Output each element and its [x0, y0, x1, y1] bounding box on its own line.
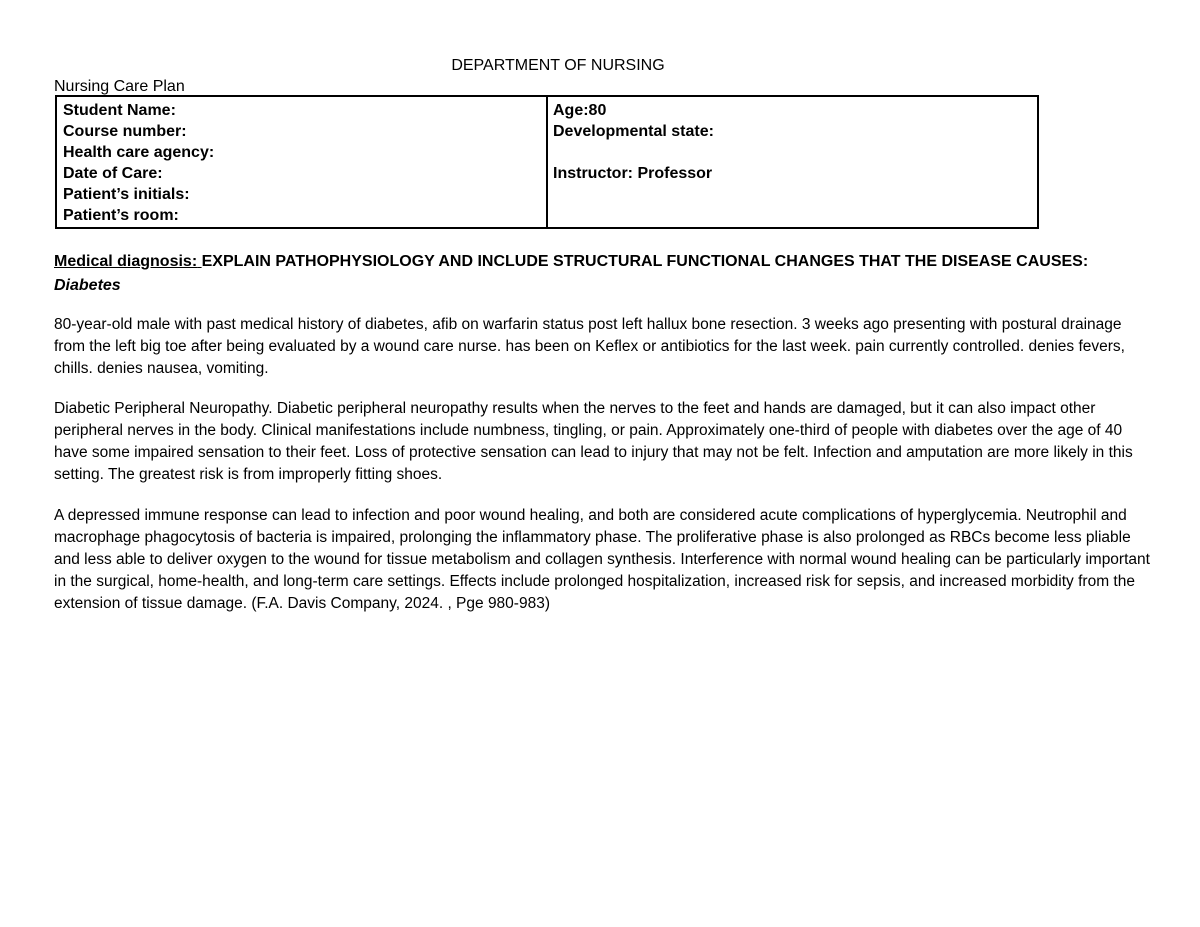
info-column-left — [63, 100, 214, 226]
patient-room-label: Patient’s room: — [63, 207, 179, 224]
age-field: Age:80 — [553, 102, 607, 119]
instructor-field: Instructor: Professor — [553, 165, 713, 182]
info-blank-line — [553, 184, 714, 205]
developmental-state-label: Developmental state: — [553, 123, 714, 140]
diagnosis-instruction: EXPLAIN PATHOPHYSIOLOGY AND INCLUDE STRUCTURAL FUNCTIONAL CHANGES THAT THE DISEASE CAUSES: — [201, 253, 1089, 270]
neuropathy-paragraph: Diabetic Peripheral Neuropathy. Diabetic peripheral neuropathy results when the nerves to the feet and hands are damaged, but it can also impact other peripheral nerves in the body. Clinical manifestations include numbness, tingling, or pain. Approximately one-third of people with diabetes over the age of 40 have some impaired sensation to their feet. Loss of protective sensation can lead to injury that may not be felt. Infection and amputation are more likely in this setting. The greatest risk is from improperly fitting shoes. — [54, 400, 1133, 483]
student-name-label: Student Name: — [63, 102, 176, 119]
info-blank-line — [553, 205, 714, 226]
department-title: DEPARTMENT OF NURSING — [451, 57, 665, 74]
health-care-agency-label: Health care agency: — [63, 144, 215, 161]
wound-healing-paragraph: A depressed immune response can lead to infection and poor wound healing, and both are considered acute complications of hyperglycemia. Neutrophil and macrophage phagocytosis of bacteria is impaired, prolonging the inflammatory phase. The proliferative phase is also prolonged as RBCs become less pliable and less able to deliver oxygen to the wound for tissue metabolism and collagen synthesis. Interference with normal wound healing can be particularly important in the surgical, home-health, and long-term care settings. Effects include prolonged hospitalization, increased risk for sepsis, and increased morbidity from the extension of tissue damage. (F.A. Davis Company, 2024. , Pge 980-983) — [54, 507, 1150, 612]
course-number-label: Course number: — [63, 123, 187, 140]
care-plan-title: Nursing Care Plan — [54, 78, 185, 95]
patient-initials-label: Patient’s initials: — [63, 186, 190, 203]
patient-info-table — [55, 95, 1039, 229]
info-column-right — [553, 100, 714, 226]
medical-diagnosis-heading — [54, 250, 1154, 298]
info-blank-line — [553, 142, 714, 163]
date-of-care-label: Date of Care: — [63, 165, 163, 182]
info-table-divider — [546, 97, 548, 227]
diagnosis-value: Diabetes — [54, 277, 121, 294]
medical-diagnosis-label: Medical diagnosis: — [54, 253, 198, 270]
patient-history-paragraph: 80-year-old male with past medical history of diabetes, afib on warfarin status post left hallux bone resection. 3 weeks ago presenting with postural drainage from the left big toe after being evaluated by a wound care nurse. has been on Keflex or antibiotics for the last week. pain currently controlled. denies fevers, chills. denies nausea, vomiting. — [54, 316, 1125, 377]
